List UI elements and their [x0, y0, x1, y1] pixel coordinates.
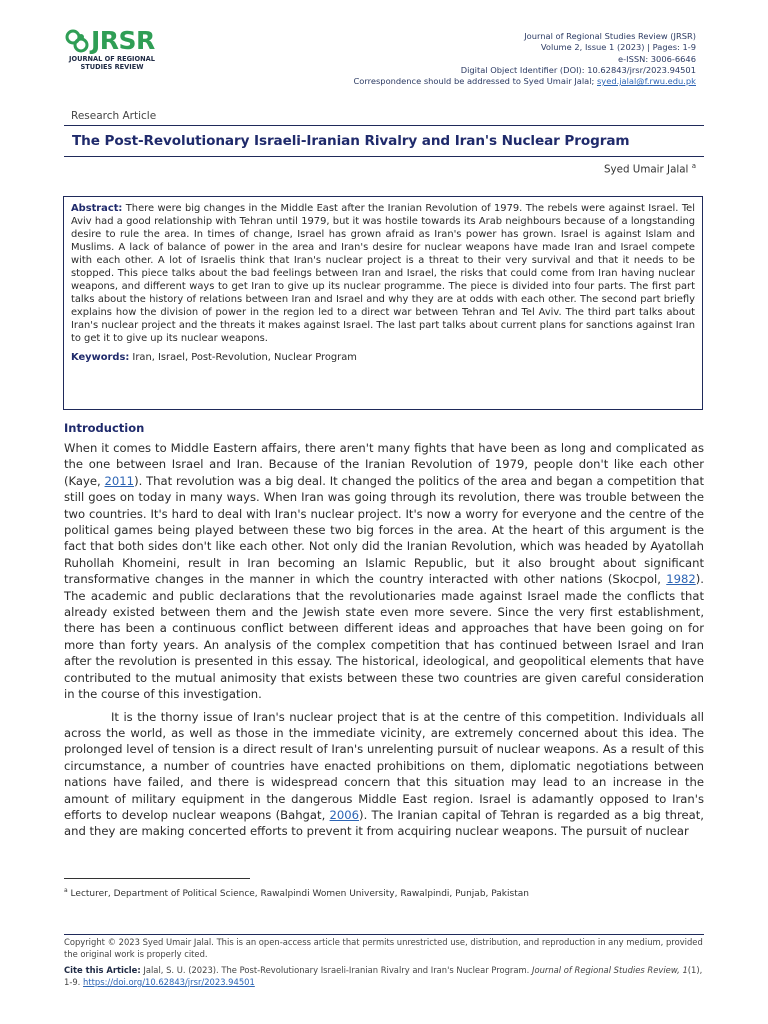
footnote — [64, 887, 529, 899]
issn: e-ISSN: 3006-6646 — [618, 53, 696, 64]
journal-logo — [64, 28, 174, 71]
volume-issue: Volume 2, Issue 1 (2023) | Pages: 1-9 — [540, 42, 696, 53]
abstract-text — [71, 202, 695, 345]
author-line — [604, 162, 696, 175]
logo-subtitle-line2: STUDIES REVIEW — [80, 63, 144, 71]
keywords-label: Keywords: — [71, 352, 130, 363]
abstract-box — [63, 196, 703, 410]
correspondence-line — [354, 76, 696, 87]
cite-doi-link[interactable]: https://doi.org/10.62843/jrsr/2023.94501 — [83, 976, 255, 987]
article-title: The Post-Revolutionary Israeli-Iranian Rivalry and Iran's Nuclear Program — [72, 133, 630, 149]
cite-label: Cite this Article: — [64, 965, 141, 975]
keywords — [71, 351, 695, 364]
cite-text-b: (1), 1-9. — [64, 965, 703, 987]
correspondence-prefix: Correspondence should be addressed to Syed Umair Jalal; — [353, 76, 597, 87]
author-name: Syed Umair Jalal — [604, 163, 689, 176]
author-affiliation-marker: a — [691, 162, 696, 170]
cite-text-a: Jalal, S. U. (2023). The Post-Revolutionary Israeli-Iranian Rivalry and Iran's Nuclear Program. — [140, 965, 532, 975]
keywords-list: Iran, Israel, Post-Revolution, Nuclear Program — [129, 352, 357, 363]
citation-link-skocpol[interactable]: 1982 — [666, 572, 696, 587]
paragraph-1-part-b: ). That revolution was a big deal. It changed the politics of the area and began a competition that still goes on today in many ways. When Iran was going through its revolution, there was trouble between the two countries. It's hard to deal with Iran's nuclear project. It's now a worry for everyone and the centre of the political games being played between these two big forces in the area. At the heart of this argument is the fact that both sides don't like each other. Not only did the Iranian Revolution, which was headed by Ayatollah Ruhollah Khomeini, result in Iran becoming an Islamic Republic, but it also brought about significant transformative changes in the manner in which the country interacted with other nations (Skocpol, — [64, 473, 704, 587]
title-box — [64, 125, 704, 157]
footnote-text: Lecturer, Department of Political Science, Rawalpindi Women University, Rawalpindi, Punjab, Pakistan — [67, 889, 529, 899]
citation-link-kaye[interactable]: 2011 — [104, 473, 135, 488]
abstract-label: Abstract: — [71, 203, 123, 214]
jrsr-logo-icon — [64, 28, 90, 54]
copyright-notice: Copyright © 2023 Syed Umair Jalal. This is an open-access article that permits unrestricted use, distribution, and reproduction in any medium, provided the original work is properly cited. — [64, 937, 703, 959]
footnote-divider — [64, 878, 250, 879]
cite-journal-name: Journal of Regional Studies Review, 1 — [532, 965, 688, 975]
journal-metadata — [354, 31, 696, 87]
paragraph-1-part-c: ). The academic and public declarations that the revolutionaries made against Israel made the conflicts that already existed between them and the Jewish state even more severe. Since the very first establishment, there has been a continuous conflict between different ideas and approaches that have been going on for more than forty years. An analysis of the complex competition that has continued between Israel and Iran after the revolution is presented in this essay. The historical, ideological, and geopolitical elements that have contributed to the mutual animosity that exists between these two countries are given careful consideration in the course of this investigation. — [64, 572, 704, 702]
body-text — [64, 440, 704, 846]
logo-subtitle — [64, 55, 160, 71]
paragraph-2-part-a: It is the thorny issue of Iran's nuclear project that is at the centre of this competition. Individuals all across the world, as well as those in the immediate vicinity, are extremely concerned about this idea. The prolonged level of tension is a direct result of Iran's unrelenting pursuit of nuclear weapons. As a result of this circumstance, a number of countries have enacted prohibitions on them, diplomatic negotiations between nations have failed, and there is widespread concern that this situation may lead to an increase in the amount of military equipment in the dangerous Middle East region. Israel is adamantly opposed to Iran's efforts to develop nuclear weapons (Bahgat, — [64, 709, 704, 822]
article-type: Research Article — [71, 110, 157, 122]
correspondence-email-link[interactable]: syed.jalal@f.rwu.edu.pk — [596, 76, 696, 87]
footnote-marker: a — [64, 887, 68, 894]
bottom-divider — [64, 934, 704, 935]
cite-this-article — [64, 965, 704, 988]
logo-subtitle-line1: JOURNAL OF REGIONAL — [69, 55, 155, 63]
citation-link-bahgat[interactable]: 2006 — [329, 807, 360, 822]
paragraph-1-part-a: When it comes to Middle Eastern affairs, there aren't many fights that have been as long and complicated as the one between Israel and Iran. Because of the Iranian Revolution of 1979, people don't like each other (Kaye, — [64, 441, 704, 488]
abstract-body: There were big changes in the Middle East after the Iranian Revolution of 1979. The rebels were against Israel. Tel Aviv had a good relationship with Tehran until 1979, but it was hostile towards its Arab neighbours because of a longstanding desire to rule the area. In times of change, Israel has grown afraid as Iran's power has grown. Israel is against Islam and Muslims. A lack of balance of power in the area and Iran's desire for nuclear weapons have made Iran and Israel compete with each other. A lot of Israelis think that Iran's nuclear project is a threat to their very survival and that it needs to be stopped. This piece talks about the bad feelings between Iran and Israel, the risks that could come from Iran having nuclear weapons, and different ways to get Iran to give up its nuclear programme. The piece is divided into four parts. The first part talks about the history of relations between Iran and Israel and why they are at odds with each other. The second part briefly explains how the division of power in the region led to a direct war between Tehran and Tel Aviv. The third part talks about Iran's nuclear project and the threats it makes against Israel. The last part talks about current plans for sanctions against Iran to get it to give up its nuclear weapons. — [71, 203, 695, 344]
paragraph-1 — [64, 440, 704, 703]
logo-wordmark: JRSR — [91, 26, 155, 55]
section-heading-introduction: Introduction — [64, 421, 145, 435]
paragraph-2-part-b: ). The Iranian capital of Tehran is regarded as a big threat, and they are making concerted efforts to prevent it from acquiring nuclear weapons. The pursuit of nuclear — [64, 807, 704, 839]
journal-name: Journal of Regional Studies Review (JRSR) — [524, 31, 696, 41]
paragraph-2 — [64, 709, 704, 840]
doi-line: Digital Object Identifier (DOI): 10.62843/jrsr/2023.94501 — [460, 64, 696, 75]
